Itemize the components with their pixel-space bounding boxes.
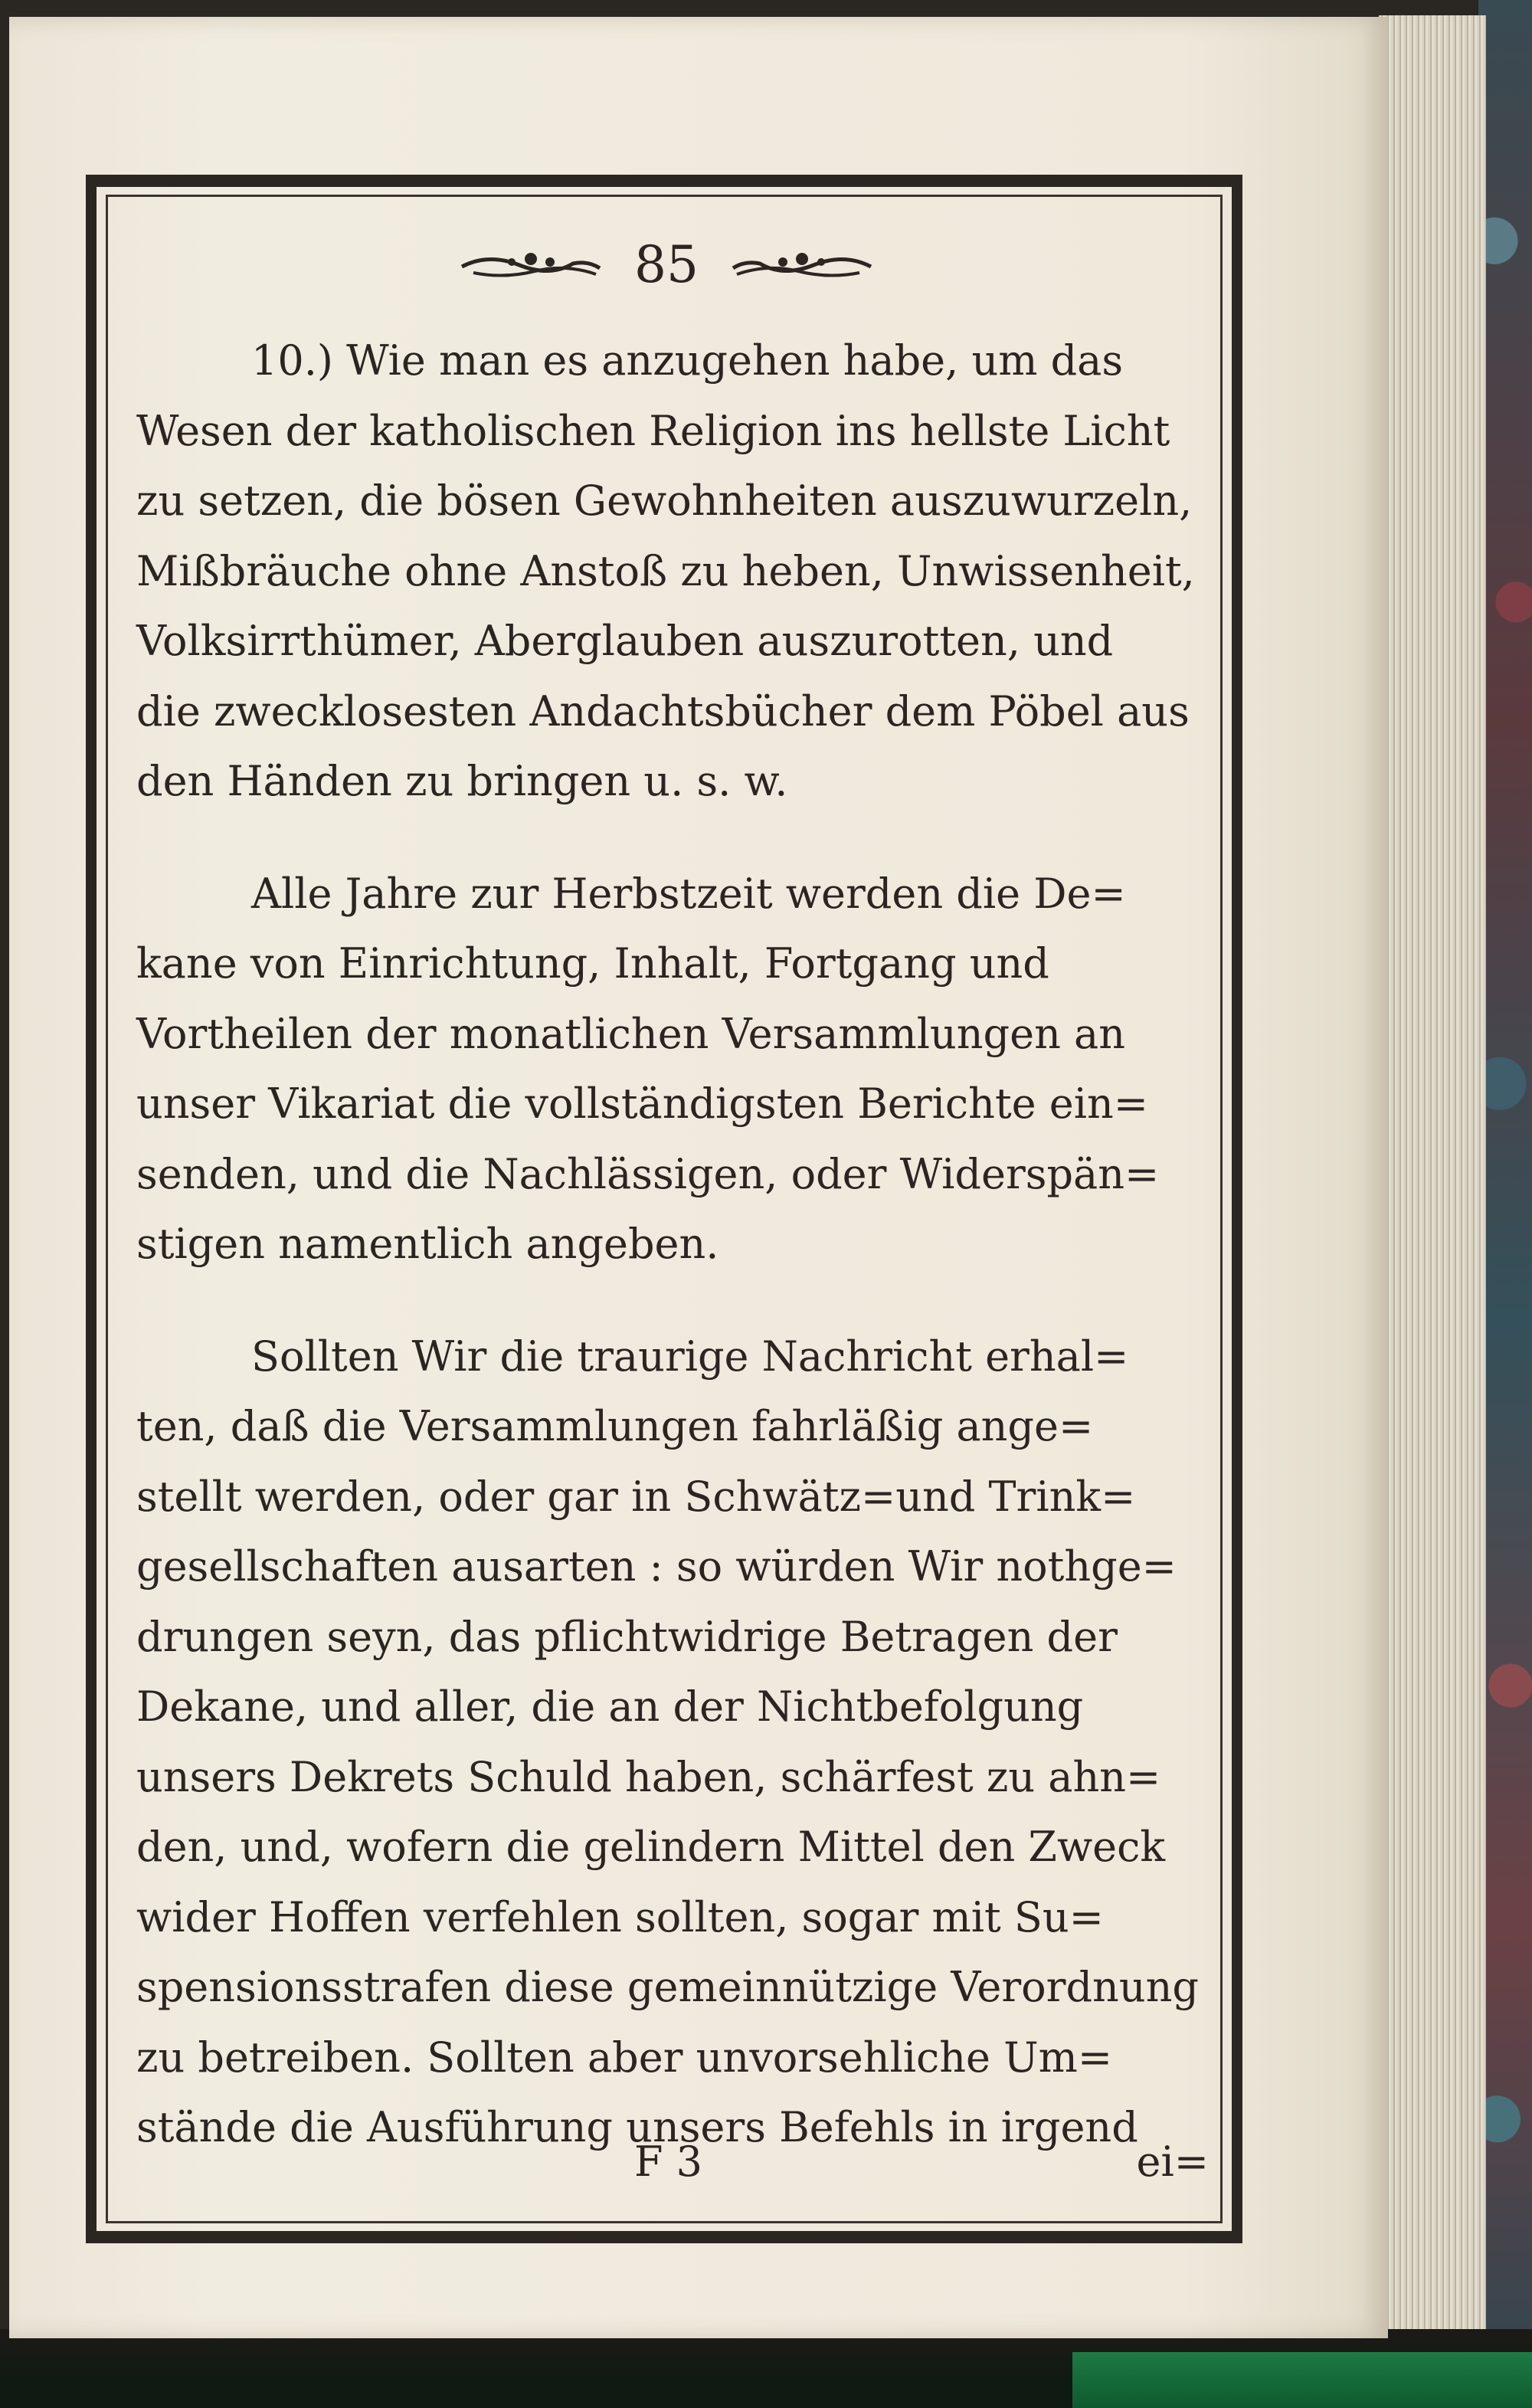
right-ornament-icon [729,245,875,283]
text-line: spensionsstrafen diese gemeinnützige Verordnung [136,1963,1199,2011]
text-line: zu setzen, die bösen Gewohnheiten auszuwurzeln, [136,477,1193,525]
text-line: die zwecklosesten Andachtsbücher dem Pöbel aus [136,686,1190,736]
text-line: den, und, wofern die gelindern Mittel den Zweck [136,1823,1166,1871]
text-line: den Händen zu bringen u. s. w. [136,757,788,805]
page-footer [136,2138,1209,2199]
text-line: gesellschaften ausarten : so würden Wir nothge= [136,1542,1177,1591]
text-line: kane von Einrichtung, Inhalt, Fortgang und [136,939,1049,988]
catchword: ei= [1136,2138,1209,2186]
text-line: Volksirrthümer, Aberglauben auszurotten, und [136,617,1114,665]
signature-mark: F 3 [634,2138,702,2186]
text-line: unsers Dekrets Schuld haben, schärfest zu ahn= [136,1752,1161,1801]
page-number: 85 [634,234,699,294]
text-line: senden, und die Nachlässigen, oder Widerspän= [136,1149,1160,1198]
text-line: zu betreiben. Sollten aber unvorsehliche Um= [136,2033,1113,2082]
left-ornament-icon [458,245,604,283]
page-header [115,230,1218,299]
marbled-cover-edge [1478,0,1532,2408]
text-line: drungen seyn, das pflichtwidrige Betragen der [136,1612,1118,1661]
text-line: stellt werden, oder gar in Schwätz=und Trink= [136,1472,1136,1521]
text-line: stigen namentlich angeben. [136,1220,719,1268]
page-edges [1379,15,1486,2337]
text-line: Sollten Wir die traurige Nachricht erhal= [251,1332,1129,1381]
text-line: Wesen der katholischen Religion ins hellste Licht [136,406,1170,455]
text-line: Mißbräuche ohne Anstoß zu heben, Unwissenheit, [136,546,1195,595]
text-line: 10.) Wie man es anzugehen habe, um das [251,336,1124,385]
green-ribbon [1072,2352,1532,2408]
text-line: Vortheilen der monatlichen Versammlungen an [136,1009,1125,1058]
body-text [136,326,1209,2163]
text-line: unser Vikariat die vollständigsten Berichte ein= [136,1080,1149,1128]
text-line: wider Hoffen verfehlen sollten, sogar mit Su= [136,1892,1104,1941]
text-line: stände die Ausführung unsers Befehls in irgend [136,2103,1138,2151]
text-line: Dekane, und aller, die an der Nichtbefolgung [136,1682,1084,1731]
text-line: Alle Jahre zur Herbstzeit werden die De= [251,869,1126,918]
text-line: ten, daß die Versammlungen fahrläßig ange= [136,1402,1094,1450]
